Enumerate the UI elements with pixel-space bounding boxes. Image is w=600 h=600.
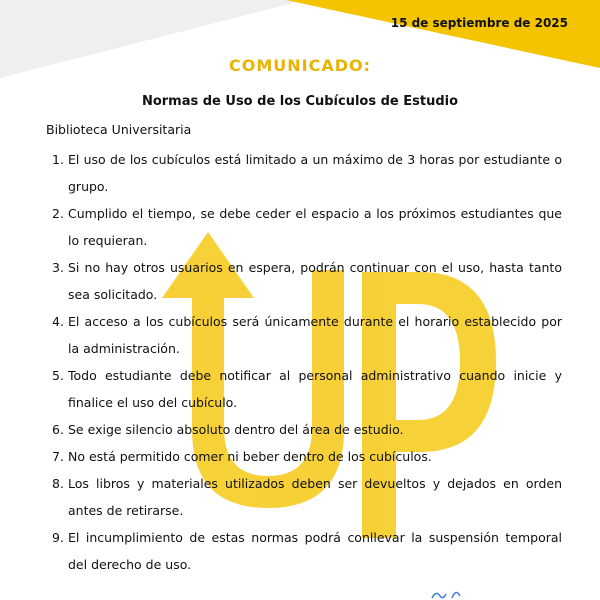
rule-item <box>46 524 562 578</box>
rule-item <box>46 200 562 254</box>
document-subheading: Normas de Uso de los Cubículos de Estudio <box>141 94 459 109</box>
rule-item <box>46 146 562 200</box>
signature-mark <box>430 588 470 600</box>
rule-number: 1. <box>52 152 64 167</box>
rule-number: 4. <box>52 314 64 329</box>
document-heading: COMUNICADO: <box>228 56 371 75</box>
rule-item <box>46 254 562 308</box>
rule-number: 8. <box>52 476 64 491</box>
rule-item <box>46 308 562 362</box>
rule-item <box>46 470 562 524</box>
rule-item <box>46 362 562 416</box>
document-date: 15 de septiembre de 2025 <box>390 16 568 30</box>
rule-text: Los libros y materiales utilizados deben ser devueltos y dejados en orden antes de retirarse. <box>68 476 562 518</box>
rule-text: El acceso a los cubículos será únicamente durante el horario establecido por la administración. <box>68 314 562 356</box>
library-name: Biblioteca Universitaria <box>46 122 192 137</box>
rules-list <box>46 146 562 578</box>
rule-text: Cumplido el tiempo, se debe ceder el espacio a los próximos estudiantes que lo requieran. <box>68 206 562 248</box>
rule-number: 3. <box>52 260 64 275</box>
rule-text: El uso de los cubículos está limitado a un máximo de 3 horas por estudiante o grupo. <box>68 152 562 194</box>
rule-number: 5. <box>52 368 64 383</box>
rule-text: El incumplimiento de estas normas podrá conllevar la suspensión temporal del derecho de uso. <box>68 530 562 572</box>
rule-number: 6. <box>52 422 64 437</box>
rule-text: No está permitido comer ni beber dentro de los cubículos. <box>68 449 432 464</box>
rule-text: Todo estudiante debe notificar al personal administrativo cuando inicie y finalice el uso del cubículo. <box>68 368 562 410</box>
rule-item <box>46 416 562 443</box>
rule-number: 9. <box>52 530 64 545</box>
rule-item <box>46 443 562 470</box>
rule-text: Se exige silencio absoluto dentro del área de estudio. <box>68 422 404 437</box>
rule-number: 7. <box>52 449 64 464</box>
rule-number: 2. <box>52 206 64 221</box>
rule-text: Si no hay otros usuarios en espera, podrán continuar con el uso, hasta tanto sea solicitado. <box>68 260 562 302</box>
